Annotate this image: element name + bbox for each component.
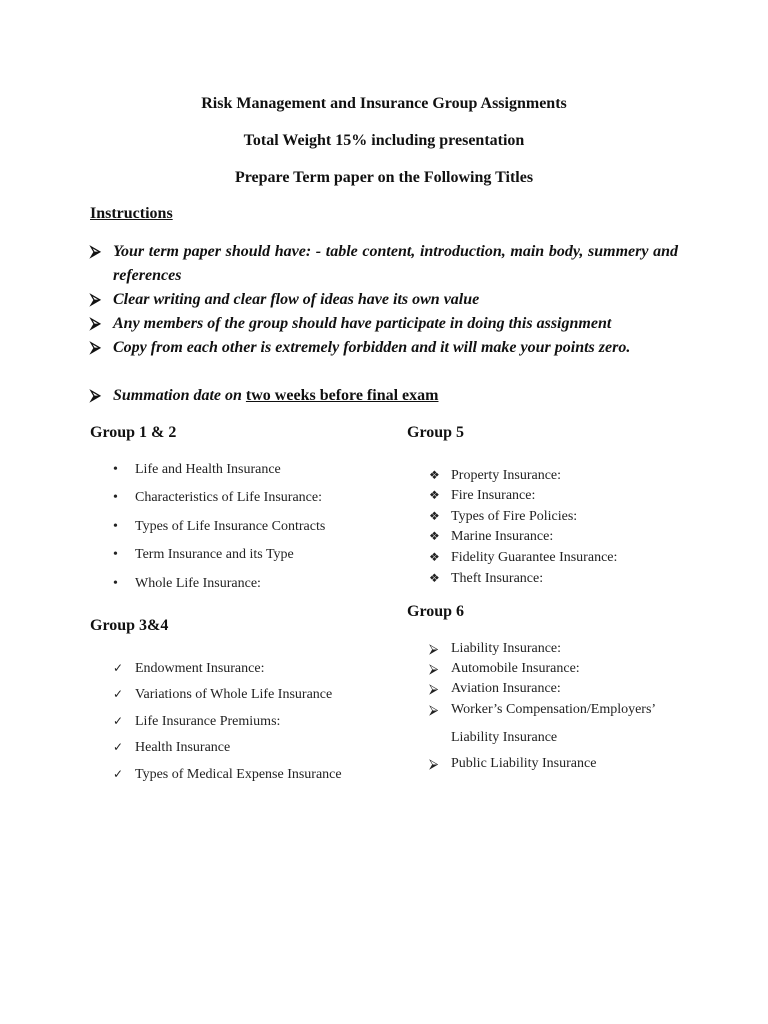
arrow-bullet-icon: ⮚ [429, 702, 439, 717]
diamond-bullet-icon: ❖ [429, 529, 440, 543]
instruction-item [90, 312, 678, 336]
bullet-dot-icon: • [113, 547, 118, 562]
diamond-bullet-icon: ❖ [429, 468, 440, 482]
diamond-bullet-icon: ❖ [429, 571, 440, 585]
arrow-bullet-icon: ⮚ [429, 641, 439, 656]
checkmark-icon: ✓ [113, 661, 124, 675]
instruction-item [90, 240, 678, 288]
weight-line: Total Weight 15% including presentation [243, 132, 525, 149]
group-1-2-heading: Group 1 & 2 [90, 424, 177, 441]
instruction-text: Any members of the group should have participate in doing this assignment [113, 315, 612, 332]
diamond-bullet-icon: ❖ [429, 550, 440, 564]
bullet-dot-icon: • [113, 462, 118, 477]
bullet-dot-icon: • [113, 490, 118, 505]
arrow-bullet-icon: ⮚ [90, 244, 101, 260]
checkmark-icon: ✓ [113, 687, 124, 701]
checkmark-icon: ✓ [113, 714, 124, 728]
diamond-bullet-icon: ❖ [429, 488, 440, 502]
instructions-heading: Instructions [90, 205, 173, 222]
group-3-4-heading: Group 3&4 [90, 617, 169, 634]
bullet-dot-icon: • [113, 519, 118, 534]
diamond-bullet-icon: ❖ [429, 509, 440, 523]
group-6-heading: Group 6 [407, 603, 465, 620]
instruction-text: Clear writing and clear flow of ideas have its own value [113, 291, 480, 308]
prepare-line: Prepare Term paper on the Following Titles [234, 169, 534, 186]
submission-date: two weeks before final exam [245, 387, 439, 404]
submission-prefix: Summation date on [113, 387, 242, 404]
arrow-bullet-icon: ⮚ [90, 388, 101, 404]
document-title: Risk Management and Insurance Group Assignments [201, 95, 567, 112]
checkmark-icon: ✓ [113, 740, 124, 754]
instruction-text: Your term paper should have: - table content, introduction, main body, summery and references [113, 243, 678, 284]
arrow-bullet-icon: ⮚ [90, 316, 101, 332]
checkmark-icon: ✓ [113, 767, 124, 781]
arrow-bullet-icon: ⮚ [429, 756, 439, 771]
arrow-bullet-icon: ⮚ [429, 681, 439, 696]
arrow-bullet-icon: ⮚ [90, 292, 101, 308]
instruction-text: Copy from each other is extremely forbidden and it will make your points zero. [113, 339, 631, 356]
group-5-heading: Group 5 [407, 424, 465, 441]
instruction-item [90, 288, 678, 312]
arrow-bullet-icon: ⮚ [90, 340, 101, 356]
bullet-dot-icon: • [113, 576, 118, 591]
instruction-item [90, 336, 678, 360]
arrow-bullet-icon: ⮚ [429, 661, 439, 676]
submission-line [90, 384, 678, 408]
